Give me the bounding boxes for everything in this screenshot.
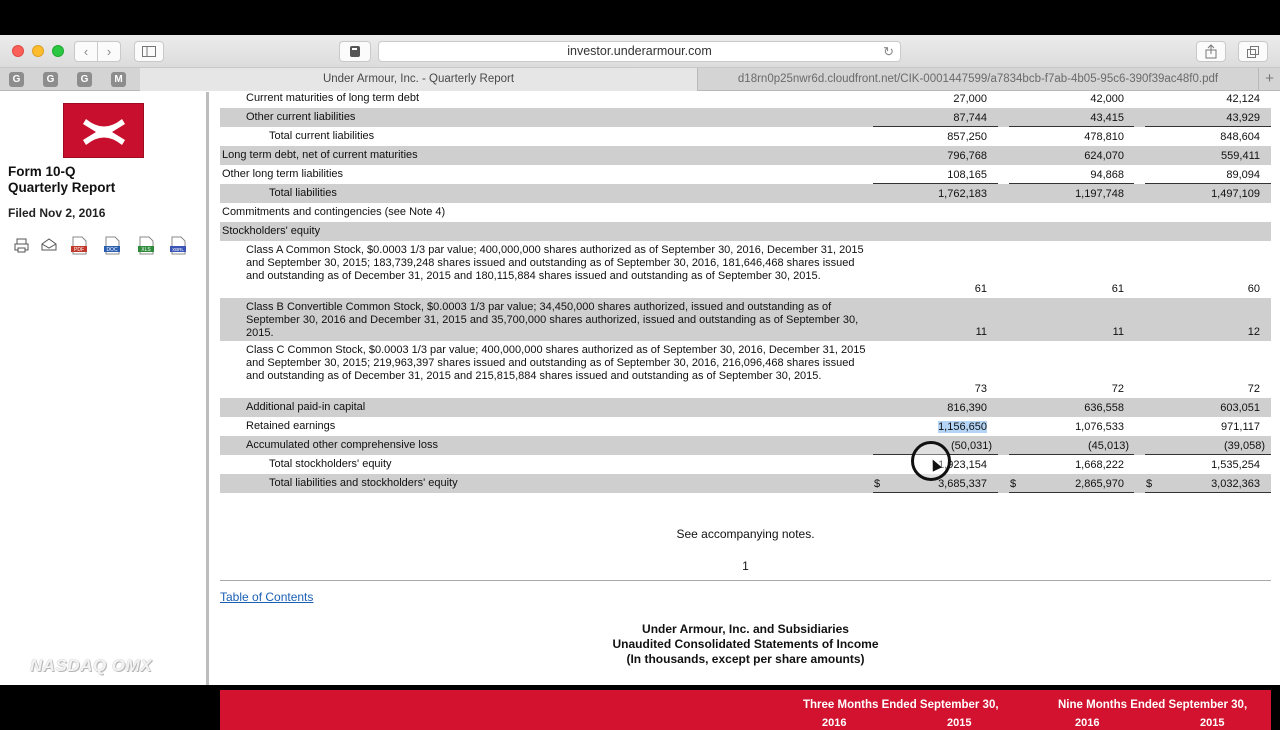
pdf-icon[interactable] bbox=[71, 236, 87, 255]
filing-sidebar bbox=[0, 92, 209, 685]
table-row bbox=[220, 241, 1271, 298]
share-icon bbox=[1205, 45, 1217, 59]
row-label: Total current liabilities bbox=[269, 130, 375, 142]
value-sep-2016: 796,768 bbox=[947, 150, 987, 162]
table-row bbox=[220, 127, 1271, 146]
svg-text:DOC: DOC bbox=[106, 247, 118, 253]
value-dec-2015: (45,013) bbox=[1088, 440, 1129, 452]
doc-icon[interactable] bbox=[104, 236, 120, 255]
nine-months-heading: Nine Months Ended September 30, bbox=[1058, 699, 1248, 711]
value-sep-2015: 1,535,254 bbox=[1211, 459, 1260, 471]
balance-sheet-table bbox=[220, 92, 1271, 666]
email-icon[interactable] bbox=[41, 236, 57, 255]
form-title bbox=[8, 164, 115, 196]
value-sep-2016: 87,744 bbox=[953, 112, 987, 124]
income-statement-header bbox=[220, 690, 1271, 730]
company-heading: Under Armour, Inc. and Subsidiaries bbox=[642, 622, 849, 636]
value-sep-2015: 60 bbox=[1247, 283, 1260, 295]
value-sep-2016: 857,250 bbox=[947, 131, 987, 143]
table-row bbox=[220, 436, 1271, 455]
value-dec-2015: 11 bbox=[1112, 326, 1124, 338]
value-sep-2015: 72 bbox=[1247, 383, 1260, 395]
year-heading: 2015 bbox=[1200, 717, 1225, 729]
row-label: Current maturities of long term debt bbox=[246, 92, 420, 104]
three-months-heading: Three Months Ended September 30, bbox=[803, 699, 999, 711]
back-button[interactable] bbox=[74, 41, 98, 62]
reload-icon[interactable]: ↻ bbox=[883, 44, 894, 59]
value-sep-2015: 3,032,363 bbox=[1211, 478, 1260, 490]
value-sep-2015: 848,604 bbox=[1220, 131, 1260, 143]
value-sep-2016: 61 bbox=[974, 283, 987, 295]
table-row bbox=[220, 474, 1271, 493]
table-row bbox=[220, 203, 1271, 222]
xls-icon[interactable] bbox=[138, 236, 154, 255]
value-sep-2016: 73 bbox=[974, 383, 987, 395]
filed-date: Filed Nov 2, 2016 bbox=[8, 206, 106, 220]
table-of-contents-link[interactable]: Table of Contents bbox=[220, 590, 314, 604]
value-sep-2016: 3,685,337 bbox=[938, 478, 987, 490]
value-dec-2015: 2,865,970 bbox=[1075, 478, 1124, 490]
reader-button[interactable] bbox=[339, 41, 371, 62]
row-label: Total liabilities and stockholders' equity bbox=[269, 477, 458, 489]
close-window-button[interactable] bbox=[12, 45, 24, 57]
tab-bar bbox=[0, 68, 1280, 91]
value-dec-2015: 94,868 bbox=[1090, 169, 1124, 181]
chevron-left-icon: ‹ bbox=[83, 44, 89, 59]
value-sep-2016: (50,031) bbox=[951, 440, 992, 452]
table-row bbox=[220, 341, 1271, 398]
row-label: Commitments and contingencies (see Note 4) bbox=[222, 206, 446, 218]
table-row bbox=[220, 398, 1271, 417]
document-content bbox=[212, 92, 1280, 729]
address-bar[interactable] bbox=[378, 41, 901, 62]
url-text: investor.underarmour.com bbox=[567, 44, 712, 58]
svg-text:XBRL: XBRL bbox=[172, 247, 184, 252]
table-row bbox=[220, 455, 1271, 474]
tab-pdf[interactable]: d18rn0p25nwr6d.cloudfront.net/CIK-0001447599/a7834bcb-f7ab-4b05-95c6-390f39ac48f0.pdf bbox=[737, 73, 1219, 85]
chevron-right-icon: › bbox=[106, 44, 112, 59]
show-tabs-button[interactable] bbox=[1238, 41, 1268, 62]
reader-icon bbox=[348, 45, 362, 58]
value-dec-2015: 61 bbox=[1111, 283, 1124, 295]
row-label: Class B Convertible Common Stock, $0.0003 1/3 par value; 34,450,000 shares authorized, issued and outstanding as of September 30, 2016 and December 31, 2015 and 35,700,000 shares authorized, issued and outstanding as of September 30, 2015. bbox=[246, 301, 859, 339]
table-row bbox=[220, 184, 1271, 203]
value-sep-2015: 89,094 bbox=[1226, 169, 1260, 181]
value-dec-2015: 624,070 bbox=[1084, 150, 1124, 162]
value-sep-2015: 603,051 bbox=[1220, 402, 1260, 414]
tabs-overview-icon bbox=[1247, 46, 1260, 58]
currency-symbol: $ bbox=[874, 478, 881, 490]
value-sep-2015: 12 bbox=[1247, 326, 1260, 338]
print-icon[interactable] bbox=[14, 236, 30, 255]
selected-text[interactable]: 1,156,650 bbox=[938, 421, 987, 433]
value-dec-2015: 1,668,222 bbox=[1075, 459, 1124, 471]
value-dec-2015: 1,197,748 bbox=[1075, 188, 1124, 200]
value-sep-2016[interactable] bbox=[877, 421, 987, 433]
svg-text:XLS: XLS bbox=[141, 247, 151, 253]
pinned-tab-google-plus[interactable]: G bbox=[43, 72, 58, 87]
table-row bbox=[220, 89, 1271, 108]
currency-symbol: $ bbox=[1146, 478, 1153, 490]
row-label: Total stockholders' equity bbox=[269, 458, 392, 470]
share-button[interactable] bbox=[1196, 41, 1226, 62]
row-label: Long term debt, net of current maturities bbox=[222, 149, 418, 161]
fullscreen-window-button[interactable] bbox=[52, 45, 64, 57]
year-heading: 2016 bbox=[822, 717, 847, 729]
row-label: Accumulated other comprehensive loss bbox=[246, 439, 438, 451]
value-sep-2016: 11 bbox=[975, 326, 987, 338]
value-sep-2015: 559,411 bbox=[1221, 150, 1260, 162]
minimize-window-button[interactable] bbox=[32, 45, 44, 57]
sidebar-toggle-button[interactable] bbox=[134, 41, 164, 62]
pinned-tab-google-2[interactable]: G bbox=[77, 72, 92, 87]
tab-quarterly-report[interactable]: Under Armour, Inc. - Quarterly Report bbox=[140, 68, 698, 91]
table-row bbox=[220, 146, 1271, 165]
row-label: Total liabilities bbox=[269, 187, 337, 199]
pinned-tab-gmail[interactable]: M bbox=[111, 72, 126, 87]
table-row bbox=[220, 298, 1271, 341]
year-heading: 2016 bbox=[1075, 717, 1100, 729]
row-label: Class C Common Stock, $0.0003 1/3 par value; 400,000,000 shares authorized as of September 30, 2016, December 31, 2015 and September 30, 2015; 219,963,397 shares issued and outstanding as of September 30, 2016, 216,096,468 shares issued and outstanding as of December 31, 2015 and 215,815,884 shares issued and outstanding as of September 30, 2015. bbox=[246, 344, 866, 382]
value-dec-2015: 72 bbox=[1111, 383, 1124, 395]
currency-symbol: $ bbox=[1010, 478, 1017, 490]
value-dec-2015: 43,415 bbox=[1090, 112, 1124, 124]
forward-button[interactable] bbox=[97, 41, 121, 62]
value-dec-2015: 42,000 bbox=[1090, 93, 1124, 105]
row-label: Additional paid-in capital bbox=[246, 401, 366, 413]
browser-window bbox=[0, 35, 1280, 729]
value-sep-2016: 27,000 bbox=[953, 93, 987, 105]
value-sep-2016: 1,923,154 bbox=[938, 459, 987, 471]
value-sep-2015: 43,929 bbox=[1226, 112, 1260, 124]
new-tab-button[interactable]: + bbox=[1258, 68, 1280, 91]
value-sep-2015: 971,117 bbox=[1221, 421, 1260, 433]
row-label: Other long term liabilities bbox=[222, 168, 344, 180]
table-row bbox=[220, 222, 1271, 241]
sidebar-icon bbox=[142, 46, 156, 57]
table-row bbox=[220, 165, 1271, 184]
row-label: Other current liabilities bbox=[246, 111, 356, 123]
value-sep-2016: 816,390 bbox=[947, 402, 987, 414]
value-sep-2016: 1,762,183 bbox=[938, 188, 987, 200]
form-description: Quarterly Report bbox=[8, 180, 116, 195]
row-label: Retained earnings bbox=[246, 420, 336, 432]
table-row bbox=[220, 417, 1271, 436]
value-dec-2015: 478,810 bbox=[1084, 131, 1124, 143]
statement-units: (In thousands, except per share amounts) bbox=[626, 652, 865, 666]
year-heading: 2015 bbox=[947, 717, 972, 729]
svg-text:PDF: PDF bbox=[74, 247, 84, 253]
accompanying-notes: See accompanying notes. bbox=[676, 527, 815, 541]
value-sep-2015: 42,124 bbox=[1226, 93, 1260, 105]
pinned-tab-google[interactable]: G bbox=[9, 72, 24, 87]
nasdaq-omx-logo: NASDAQ OMX bbox=[30, 656, 153, 675]
statement-title: Unaudited Consolidated Statements of Income bbox=[612, 637, 879, 651]
value-sep-2015: 1,497,109 bbox=[1211, 188, 1260, 200]
under-armour-logo bbox=[63, 103, 144, 158]
browser-toolbar bbox=[0, 35, 1280, 68]
value-sep-2015: (39,058) bbox=[1224, 440, 1265, 452]
form-type: Form 10-Q bbox=[8, 164, 76, 179]
value-dec-2015: 1,076,533 bbox=[1075, 421, 1124, 433]
value-sep-2016: 108,165 bbox=[947, 169, 987, 181]
xbrl-icon[interactable] bbox=[170, 236, 186, 255]
page-number: 1 bbox=[742, 559, 749, 573]
table-row bbox=[220, 108, 1271, 127]
row-label: Stockholders' equity bbox=[222, 225, 321, 237]
page-divider bbox=[220, 580, 1271, 581]
value-dec-2015: 636,558 bbox=[1084, 402, 1124, 414]
row-label: Class A Common Stock, $0.0003 1/3 par value; 400,000,000 shares authorized as of September 30, 2016, December 31, 2015 and September 30, 2015; 183,739,248 shares issued and outstanding as of September 30, 2016, 181,646,468 shares issued and outstanding as of December 31, 2015 and 180,115,884 shares issued and outstanding as of September 30, 2015. bbox=[246, 244, 864, 282]
